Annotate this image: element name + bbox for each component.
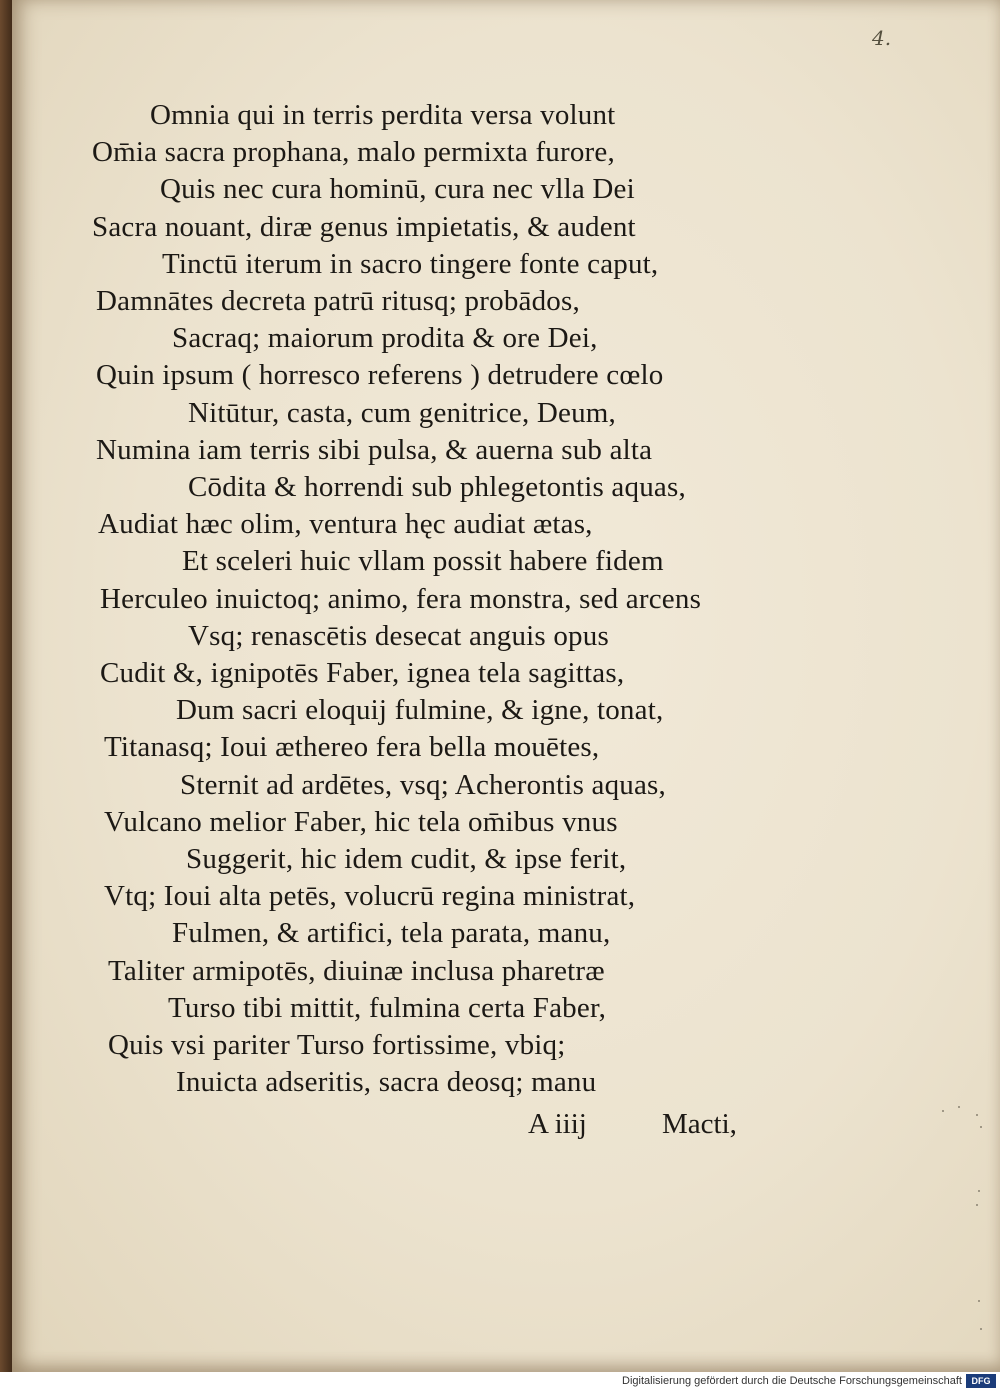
- poem-line: Sternit ad ardētes, vsq; Acherontis aquas,: [180, 769, 666, 801]
- folio-number: 4.: [872, 26, 892, 50]
- poem-line: Damnātes decreta patrū ritusq; probādos,: [96, 285, 580, 317]
- poem-line: Cōdita & horrendi sub phlegetontis aquas,: [188, 471, 686, 503]
- poem-line: Om̄ia sacra prophana, malo permixta furore,: [92, 136, 615, 168]
- digitization-credit: Digitalisierung gefördert durch die Deutsche Forschungsgemeinschaft: [622, 1375, 962, 1387]
- paper-specks: [932, 1100, 992, 1360]
- poem-line: Vulcano melior Faber, hic tela om̄ibus vnus: [104, 806, 618, 838]
- poem-line: Et sceleri huic vllam possit habere fidem: [182, 545, 664, 577]
- poem-line: Quin ipsum ( horresco referens ) detrudere cœlo: [96, 359, 664, 391]
- poem-line: Turso tibi mittit, fulmina certa Faber,: [168, 992, 607, 1024]
- poem-line: Vsq; renascētis desecat anguis opus: [188, 620, 609, 652]
- poem-line: Dum sacri eloquij fulmine, & igne, tonat,: [176, 694, 664, 726]
- poem-text: [12, 0, 1000, 1160]
- poem-line: Herculeo inuictoq; animo, fera monstra, sed arcens: [100, 583, 702, 615]
- poem-line: Titanasq; Ioui æthereo fera bella mouētes,: [104, 731, 600, 763]
- poem-line: Audiat hæc olim, ventura hęc audiat ætas,: [98, 508, 593, 540]
- poem-line: Quis nec cura hominū, cura nec vlla Dei: [160, 173, 635, 205]
- poem-line: Nitūtur, casta, cum genitrice, Deum,: [188, 397, 617, 429]
- poem-line: Inuicta adseritis, sacra deosq; manu: [176, 1066, 597, 1098]
- poem-line: Suggerit, hic idem cudit, & ipse ferit,: [186, 843, 627, 875]
- paper-sheet: [12, 0, 1000, 1372]
- poem-line: Fulmen, & artifici, tela parata, manu,: [172, 917, 611, 949]
- poem-line: Tinctū iterum in sacro tingere fonte caput,: [162, 248, 659, 280]
- signature-mark: A iiij: [528, 1108, 587, 1140]
- poem-line: Sacraq; maiorum prodita & ore Dei,: [172, 322, 598, 354]
- poem-line: Taliter armipotēs, diuinæ inclusa pharetræ: [108, 955, 605, 987]
- catchword: Macti,: [662, 1108, 737, 1140]
- poem-line: Sacra nouant, diræ genus impietatis, & audent: [92, 211, 636, 243]
- dfg-logo: DFG: [966, 1374, 996, 1388]
- poem-line: Omnia qui in terris perdita versa volunt: [150, 99, 616, 131]
- poem-line: Numina iam terris sibi pulsa, & auerna sub alta: [96, 434, 653, 466]
- poem-line: Vtq; Ioui alta petēs, volucrū regina ministrat,: [104, 880, 636, 912]
- poem-line: Cudit &, ignipotēs Faber, ignea tela sagittas,: [100, 657, 625, 689]
- poem-line: Quis vsi pariter Turso fortissime, vbiq;: [108, 1029, 566, 1061]
